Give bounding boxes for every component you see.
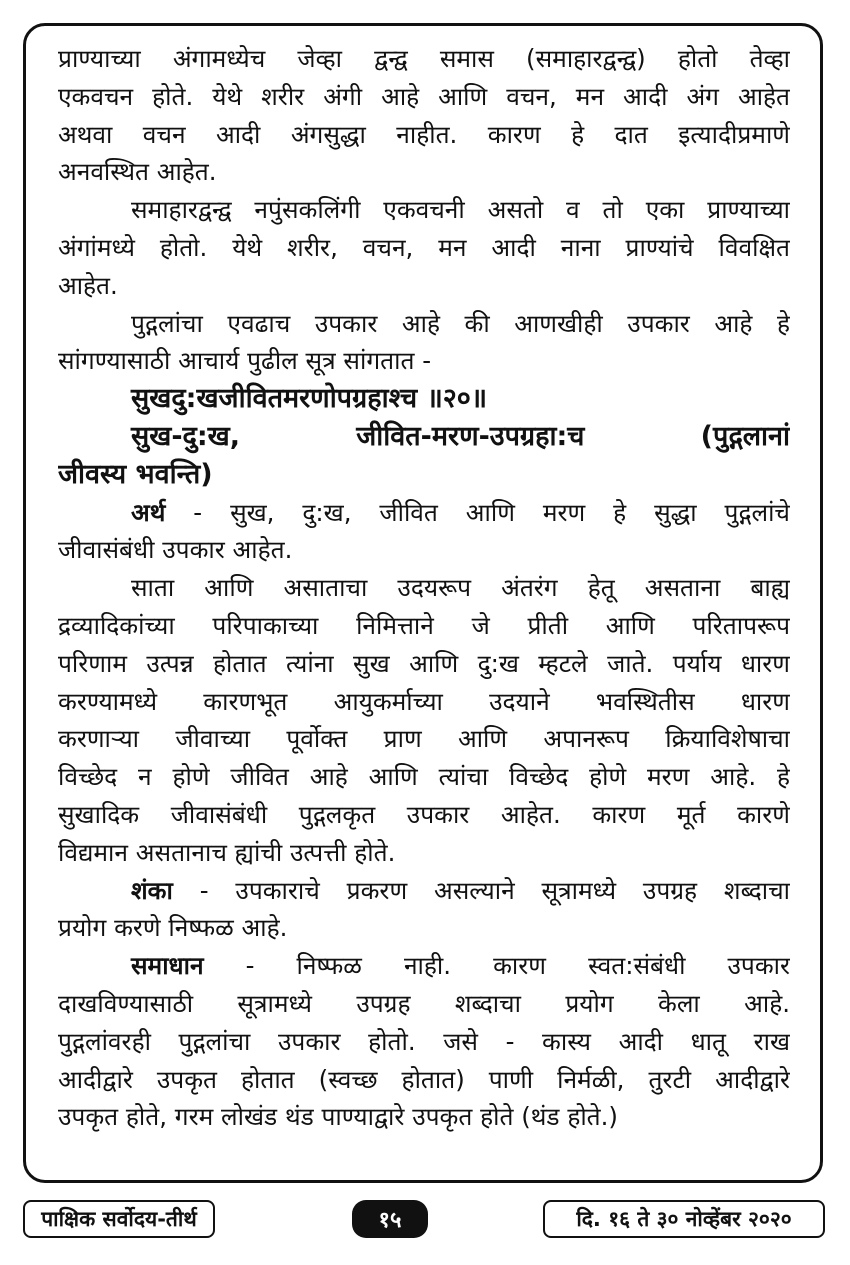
text-line: उपकृत होते, गरम लोखंड थंड पाण्याद्वारे उपकृत होते (थंड होते.): [58, 1102, 618, 1132]
text-line: साता आणि असाताचा उदयरूप अंतरंग हेतू असताना बाह्य: [131, 573, 790, 603]
text-line: अथवा वचन आदी अंगसुद्धा नाहीत. कारण हे दात इत्यादीप्रमाणे: [58, 119, 790, 149]
text-line: करणाऱ्या जीवाच्या पूर्वोक्त प्राण आणि अपानरूप क्रियाविशेषाचा: [58, 724, 790, 754]
text-line: एकवचन होते. येथे शरीर अंगी आहे आणि वचन, मन आदी अंग आहेत: [58, 81, 790, 111]
page-number: १५: [352, 1200, 428, 1238]
text-line: जीवासंबंधी उपकार आहेत.: [58, 535, 293, 565]
term-label: समाधान: [131, 951, 204, 981]
text-line: [58, 494, 790, 532]
text-line: द्रव्यादिकांच्या परिपाकाच्या निमित्ताने जे प्रीती आणि परितापरूप: [58, 610, 790, 640]
text-line: सुखादिक जीवासंबंधी पुद्गलकृत उपकार आहेत. कारण मूर्त कारणे: [58, 799, 790, 829]
sutra-line: सुखदु:खजीवितमरणोपग्रहाश्च ॥२०॥: [131, 383, 488, 415]
text-line: दाखविण्यासाठी सूत्रामध्ये उपग्रह शब्दाचा प्रयोग केला आहे.: [58, 988, 790, 1018]
term-label: शंका: [131, 875, 173, 905]
publication-name: पाक्षिक सर्वोदय-तीर्थ: [23, 1200, 215, 1238]
text-span: - निष्फळ नाही. कारण स्वत:संबंधी उपकार: [203, 951, 790, 981]
text-line: [58, 872, 790, 910]
text-line: पुद्गलांवरही पुद्गलांचा उपकार होतो. जसे - कास्य आदी धातू राख: [58, 1026, 790, 1056]
text-line: करण्यामध्ये कारणभूत आयुकर्माच्या उदयाने भवस्थितीस धारण: [58, 686, 790, 716]
term-label: अर्थ: [131, 497, 166, 527]
text-line: [58, 947, 790, 985]
text-line: अनवस्थित आहेत.: [58, 157, 217, 187]
sutra-split-line: जीवस्य भवन्ति): [58, 458, 213, 490]
article-body: [58, 40, 790, 1136]
sutra-split-line: सुख-दु:ख, जीवित-मरण-उपग्रहा:च (पुद्गलानां: [131, 420, 790, 452]
text-line: विद्यमान असतानाच ह्यांची उत्पत्ती होते.: [58, 837, 396, 867]
text-line: प्राण्याच्या अंगामध्येच जेव्हा द्वन्द्व समास (समाहारद्वन्द्व) होतो तेव्हा: [58, 44, 790, 73]
issue-date: दि. १६ ते ३० नोव्हेंबर २०२०: [543, 1200, 825, 1238]
text-line: पुद्गलांचा एवढाच उपकार आहे की आणखीही उपकार आहे हे: [131, 308, 790, 338]
text-span: - उपकाराचे प्रकरण असल्याने सूत्रामध्ये उपग्रह शब्दाचा: [172, 875, 790, 905]
text-span: - सुख, दु:ख, जीवित आणि मरण हे सुद्धा पुद्गलांचे: [165, 497, 790, 527]
text-line: प्रयोग करणे निष्फळ आहे.: [58, 913, 288, 943]
text-line: परिणाम उत्पन्न होतात त्यांना सुख आणि दु:ख म्हटले जाते. पर्याय धारण: [58, 648, 790, 678]
text-line: आदीद्वारे उपकृत होतात (स्वच्छ होतात) पाणी निर्मळी, तुरटी आदीद्वारे: [58, 1064, 790, 1094]
text-line: सांगण्यासाठी आचार्य पुढील सूत्र सांगतात -: [58, 346, 432, 376]
text-line: समाहारद्वन्द्व नपुंसकलिंगी एकवचनी असतो व तो एका प्राण्याच्या: [131, 195, 790, 225]
text-line: आहेत.: [58, 270, 118, 300]
text-line: अंगांमध्ये होतो. येथे शरीर, वचन, मन आदी नाना प्राण्यांचे विवक्षित: [58, 232, 790, 262]
text-line: विच्छेद न होणे जीवित आहे आणि त्यांचा विच्छेद होणे मरण आहे. हे: [58, 762, 790, 792]
